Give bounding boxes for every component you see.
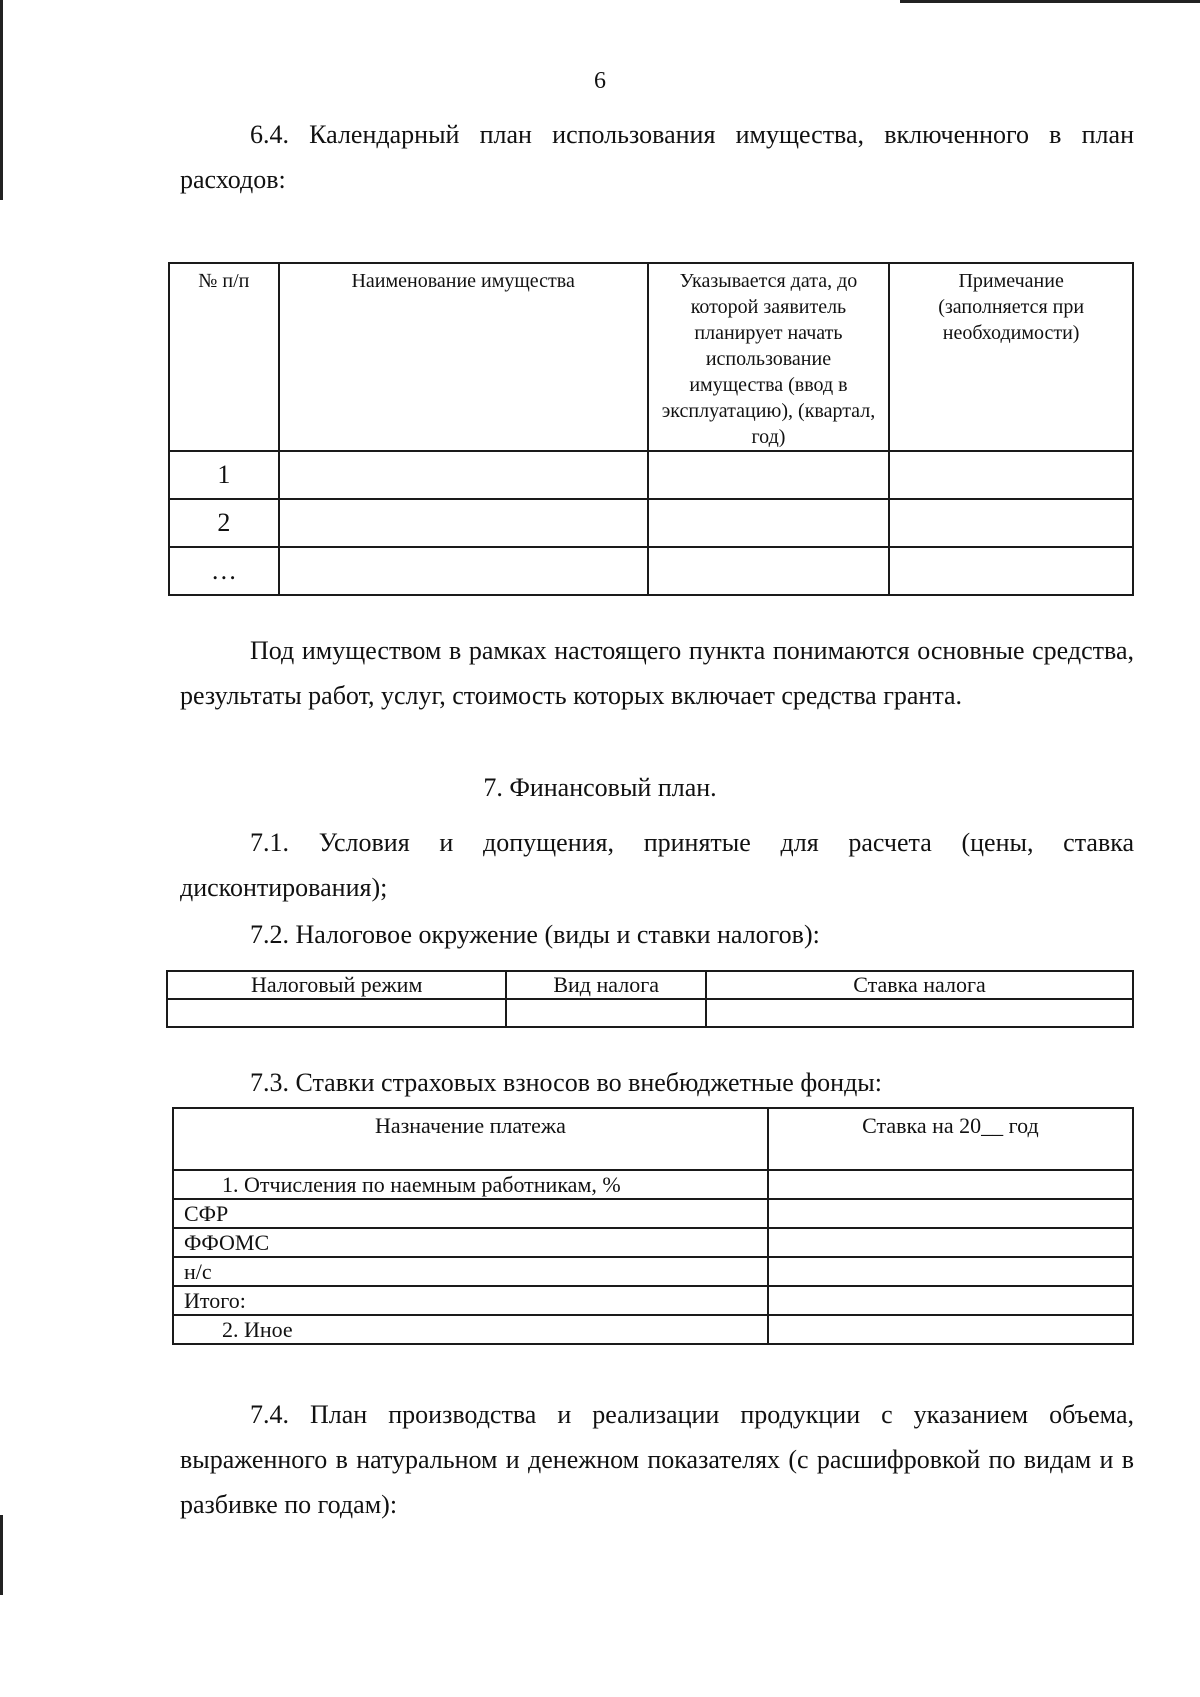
column-header-tax-rate: Ставка налога bbox=[706, 971, 1133, 999]
section-6-4 bbox=[180, 112, 1134, 202]
payment-purpose-cell: 2. Иное bbox=[173, 1315, 768, 1344]
section-7-4 bbox=[180, 1392, 1134, 1527]
start-date-cell[interactable] bbox=[648, 499, 890, 547]
table-row bbox=[169, 547, 1133, 595]
table-row bbox=[173, 1286, 1133, 1315]
start-date-cell[interactable] bbox=[648, 547, 890, 595]
note-cell[interactable] bbox=[889, 451, 1133, 499]
table-row bbox=[173, 1228, 1133, 1257]
note-cell[interactable] bbox=[889, 499, 1133, 547]
section-7-4-text: 7.4. План производства и реализации продукции с указанием объема, выраженного в натуральном и денежном показателях (с расшифровкой по видам и в разбивке по годам): bbox=[180, 1400, 1134, 1519]
column-header-tax-regime: Налоговый режим bbox=[167, 971, 506, 999]
column-header-property-name: Наименование имущества bbox=[279, 263, 648, 451]
row-number: … bbox=[169, 547, 279, 595]
table-row bbox=[167, 999, 1133, 1027]
section-7-1 bbox=[180, 820, 1134, 910]
property-usage-table bbox=[168, 262, 1134, 596]
table-row bbox=[173, 1257, 1133, 1286]
property-name-cell[interactable] bbox=[279, 499, 648, 547]
section-6-4-text: 6.4. Календарный план использования имущества, включенного в план расходов: bbox=[180, 120, 1134, 194]
start-date-cell[interactable] bbox=[648, 451, 890, 499]
tax-regime-cell[interactable] bbox=[167, 999, 506, 1027]
rate-cell[interactable] bbox=[768, 1257, 1133, 1286]
scan-edge-mark bbox=[0, 0, 3, 200]
row-number: 1 bbox=[169, 451, 279, 499]
insurance-contributions-table bbox=[172, 1107, 1134, 1345]
page-number: 6 bbox=[594, 68, 606, 94]
section-7-2 bbox=[180, 912, 1134, 957]
payment-purpose-cell: Итого: bbox=[173, 1286, 768, 1315]
section-7-3-text: 7.3. Ставки страховых взносов во внебюджетные фонды: bbox=[250, 1068, 882, 1097]
column-header-start-date: Указывается дата, до которой заявитель планирует начать использование имущества (ввод в эксплуатацию), (квартал, год) bbox=[648, 263, 890, 451]
row-number: 2 bbox=[169, 499, 279, 547]
table-row bbox=[173, 1315, 1133, 1344]
column-header-payment-purpose: Назначение платежа bbox=[173, 1108, 768, 1170]
table-row bbox=[173, 1199, 1133, 1228]
payment-purpose-cell: СФР bbox=[173, 1199, 768, 1228]
note-cell[interactable] bbox=[889, 547, 1133, 595]
column-header-note: Примечание (заполняется при необходимости) bbox=[889, 263, 1133, 451]
tax-environment-table bbox=[166, 970, 1134, 1028]
rate-cell[interactable] bbox=[768, 1170, 1133, 1199]
tax-rate-cell[interactable] bbox=[706, 999, 1133, 1027]
rate-cell[interactable] bbox=[768, 1286, 1133, 1315]
table-row bbox=[169, 499, 1133, 547]
table-row bbox=[169, 451, 1133, 499]
payment-purpose-cell: ФФОМС bbox=[173, 1228, 768, 1257]
tax-type-cell[interactable] bbox=[506, 999, 706, 1027]
property-definition-paragraph bbox=[180, 628, 1134, 718]
rate-cell[interactable] bbox=[768, 1228, 1133, 1257]
payment-purpose-cell: н/с bbox=[173, 1257, 768, 1286]
section-7-3 bbox=[180, 1060, 1134, 1105]
payment-purpose-cell: 1. Отчисления по наемным работникам, % bbox=[173, 1170, 768, 1199]
section-7-1-text: 7.1. Условия и допущения, принятые для расчета (цены, ставка дисконтирования); bbox=[180, 828, 1134, 902]
property-name-cell[interactable] bbox=[279, 547, 648, 595]
property-name-cell[interactable] bbox=[279, 451, 648, 499]
property-definition-text: Под имуществом в рамках настоящего пункта понимаются основные средства, результаты работ, услуг, стоимость которых включает средства гранта. bbox=[180, 636, 1134, 710]
rate-cell[interactable] bbox=[768, 1199, 1133, 1228]
table-row bbox=[173, 1170, 1133, 1199]
scan-edge-mark bbox=[900, 0, 1200, 3]
column-header-number: № п/п bbox=[169, 263, 279, 451]
column-header-tax-type: Вид налога bbox=[506, 971, 706, 999]
section-7-2-text: 7.2. Налоговое окружение (виды и ставки налогов): bbox=[250, 920, 820, 949]
section-7-title: 7. Финансовый план. bbox=[483, 773, 717, 802]
scan-edge-mark bbox=[0, 1515, 3, 1595]
rate-cell[interactable] bbox=[768, 1315, 1133, 1344]
column-header-rate-year: Ставка на 20__ год bbox=[768, 1108, 1133, 1170]
